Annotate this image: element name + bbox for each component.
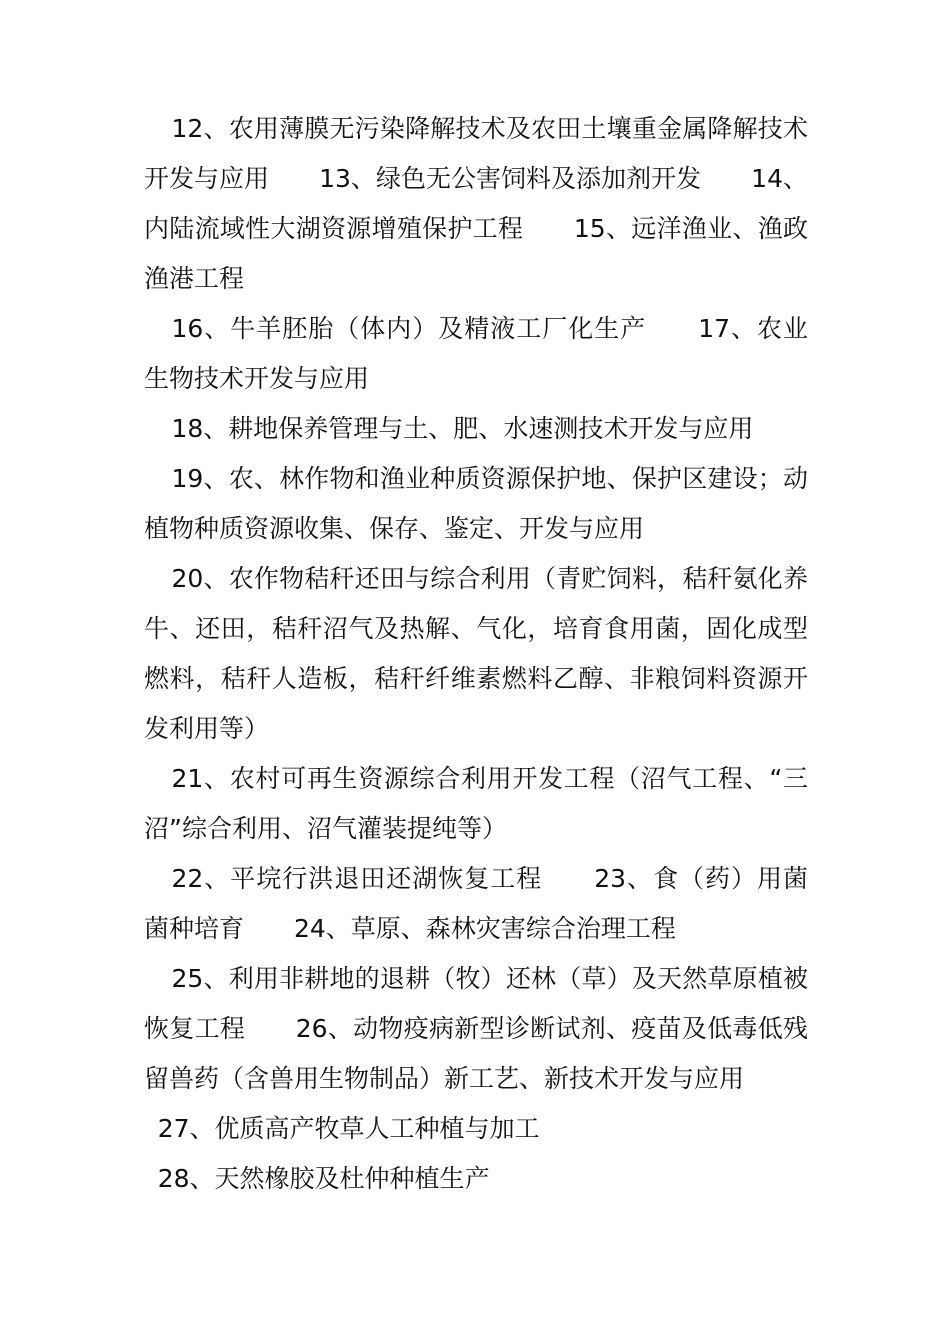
- paragraph-item-25-26: 25、利用非耕地的退耕（牧）还林（草）及天然草原植被恢复工程 26、动物疫病新型诊断试剂、疫苗及低毒低残留兽药（含兽用生物制品）新工艺、新技术开发与应用: [144, 964, 808, 1093]
- paragraph-item-28: 28、天然橡胶及杜仲种植生产: [157, 1164, 490, 1193]
- paragraph-item-16-17: 16、牛羊胚胎（体内）及精液工厂化生产 17、农业生物技术开发与应用: [144, 314, 809, 393]
- document-body: [144, 104, 808, 1204]
- paragraph-item-18: 18、耕地保养管理与土、肥、水速测技术开发与应用: [171, 414, 754, 443]
- paragraph-item-22-24: 22、平垸行洪退田还湖恢复工程 23、食（药）用菌菌种培育 24、草原、森林灾害综合治理工程: [144, 864, 808, 943]
- paragraph-item-27: 27、优质高产牧草人工种植与加工: [157, 1114, 540, 1143]
- paragraph-item-21: 21、农村可再生资源综合利用开发工程（沼气工程、“三沼”综合利用、沼气灌装提纯等）: [144, 764, 808, 843]
- paragraph-item-20: 20、农作物秸秆还田与综合利用（青贮饲料，秸秆氨化养牛、还田，秸秆沼气及热解、气化，培育食用菌，固化成型燃料，秸秆人造板，秸秆纤维素燃料乙醇、非粮饲料资源开发利用等）: [144, 564, 808, 743]
- paragraph-item-19: 19、农、林作物和渔业种质资源保护地、保护区建设；动植物种质资源收集、保存、鉴定、开发与应用: [144, 464, 808, 543]
- paragraph-item-12-15: 12、农用薄膜无污染降解技术及农田土壤重金属降解技术开发与应用 13、绿色无公害饲料及添加剂开发 14、内陆流域性大湖资源增殖保护工程 15、远洋渔业、渔政渔港工程: [144, 114, 808, 293]
